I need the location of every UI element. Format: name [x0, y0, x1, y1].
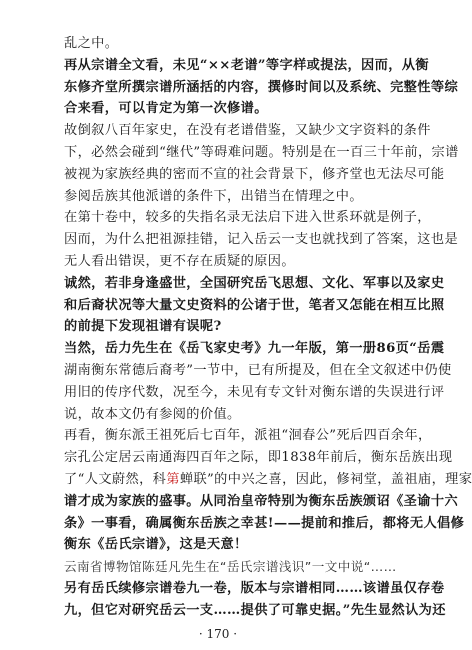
text-line: 条》一事看，确属衡东岳族之幸甚!——提前和推后，都将无人倡修 — [64, 515, 465, 531]
text-line: 诚然，若非身逢盛世，全国研究岳飞思想、文化、军事以及家史 — [64, 275, 445, 291]
text-line: 说，故本文仍有参阅的价值。 — [64, 406, 241, 422]
text-line: 参阅岳族其他派谱的条件下，出错当在情理之中。 — [64, 188, 363, 204]
text-line: 九，但它对研究岳云一支……提供了可靠史据。”先生显然认为还 — [64, 602, 446, 618]
text-line: 再看，衡东派王祖死后七百年，派祖“洄春公”死后四百余年， — [64, 428, 432, 444]
text-line: 宗孔公定居云南通海四百年之际，即1838年前后，衡东岳族出现 — [64, 450, 453, 466]
text-line: 当然，岳力先生在《岳飞家史考》九一年版，第一册86页“岳震 — [64, 341, 445, 357]
text-line: 谱才成为家族的盛事。从同治皇帝特别为衡东岳族颁诏《圣谕十六 — [64, 493, 459, 509]
text-line: 故倒叙八百年家史，在没有老谱借鉴，又缺少文字资料的条件 — [64, 123, 431, 139]
text-line: 衡东《岳氏宗谱》，这是天意！ — [64, 537, 248, 553]
text-line: 因而，为什么把祖源挂错，记入岳云一支也就找到了答案，这也是 — [64, 232, 459, 248]
text-line: 被视为家族经典的密而不宣的社会背景下，修齐堂也无法尽可能 — [64, 166, 445, 182]
text-line: 和后裔状况等大量文史资料的公诸于世，笔者又怎能在相互比照 — [64, 297, 445, 313]
text-line: 再从宗谱全文看，未见“××老谱”等字样或提法，因而，从衡 — [64, 57, 429, 73]
text-line: 的前提下发现祖谱有误呢? — [64, 319, 222, 335]
text-line: 湖南衡东常德后裔考”一节中，已有所提及，但在全文叙述中仍使 — [64, 363, 452, 378]
text-line: 东修齐堂所撰宗谱所涵括的内容，撰修时间以及系统、完整性等综 — [64, 79, 459, 95]
text-line: 下，必然会碰到“继代”等碍难问题。特别是在一百三十年前，宗谱 — [64, 145, 459, 160]
text-line: 无人看出错误，更不存在质疑的原因。 — [64, 254, 295, 269]
text-line: 了“人文蔚然，科第蝉联”的中兴之喜，因此，修祠堂，盖祖庙，理家 — [64, 472, 472, 487]
text-line: 云南省博物馆陈廷凡先生在“岳氏宗谱浅识”一文中说“…… — [64, 559, 397, 575]
text-line: 用旧的传序代数，况至今，未见有专文针对衡东谱的失误进行评 — [64, 384, 445, 400]
text-line: 合来看，可以肯定为第一次修谱。 — [64, 101, 268, 117]
text-line: 乱之中。 — [64, 36, 119, 51]
page-number: · 170 · — [198, 626, 238, 641]
text-line: 另有岳氏续修宗谱卷九一卷，版本与宗谱相同……该谱虽仅存卷 — [64, 581, 445, 596]
text-line: 在第十卷中，较多的失指名录无法启下进入世系环就是例子， — [64, 210, 431, 226]
